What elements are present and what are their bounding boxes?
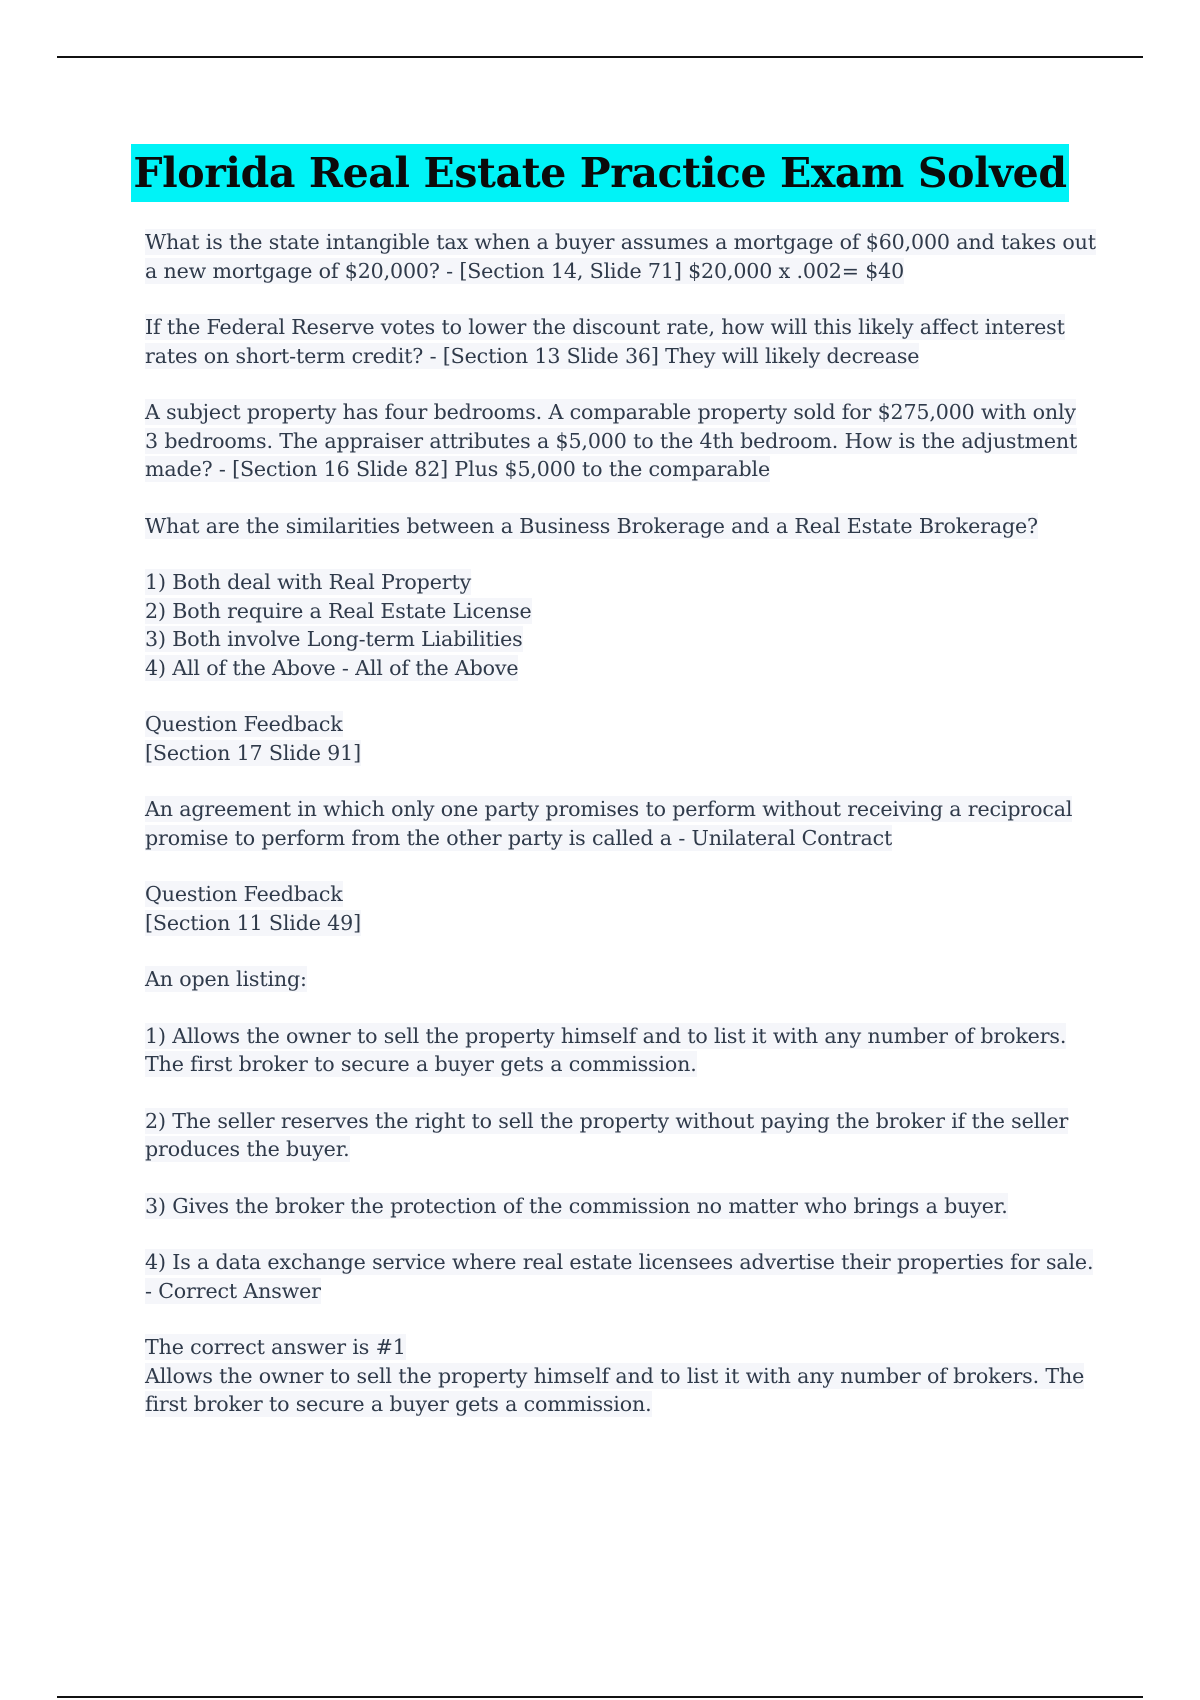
text-line-content: 3 bedrooms. The appraiser attributes a $5,000 to the 4th bedroom. How is the adjustment — [145, 428, 1078, 453]
text-line-content: 1) Both deal with Real Property — [145, 570, 472, 594]
text-line — [145, 257, 1085, 286]
text-line — [145, 1050, 1085, 1079]
paragraph — [145, 795, 1085, 852]
text-line-content: Allows the owner to sell the property himself and to list it with any number of brokers. The — [145, 1363, 1085, 1388]
text-line — [145, 1022, 1085, 1051]
text-line — [145, 1248, 1094, 1277]
text-line-content: 4) Is a data exchange service where real estate licensees advertise their properties for sale. — [145, 1250, 1094, 1274]
text-line — [145, 1135, 1085, 1164]
text-line — [145, 795, 1085, 824]
text-line-content: 2) Both require a Real Estate License — [145, 598, 532, 623]
text-line — [145, 512, 1085, 541]
paragraph — [145, 228, 1096, 285]
text-line — [145, 965, 1085, 994]
text-line — [145, 654, 1085, 683]
paragraph — [145, 1248, 1094, 1305]
text-line-content: Question Feedback — [145, 712, 343, 736]
text-line-content: What is the state intangible tax when a buyer assumes a mortgage of $60,000 and takes out — [145, 230, 1096, 254]
text-line-content: An agreement in which only one party promises to perform without receiving a reciprocal — [145, 797, 1073, 821]
text-line-content: rates on short-term credit? - [Section 13 Slide 36] They will likely decrease — [145, 343, 920, 368]
text-line — [145, 398, 1085, 427]
text-line-content: - Correct Answer — [145, 1278, 321, 1303]
paragraph — [145, 313, 1085, 370]
paragraph — [145, 1022, 1085, 1079]
text-line — [145, 1390, 1085, 1419]
document-body — [145, 228, 1096, 1447]
text-line-content: 3) Gives the broker the protection of the commission no matter who brings a buyer. — [145, 1193, 1008, 1218]
title-container — [0, 144, 1200, 202]
paragraph — [145, 512, 1085, 541]
paragraph — [145, 710, 1085, 767]
text-line — [145, 739, 1085, 768]
text-line — [145, 625, 1085, 654]
document-title: Florida Real Estate Practice Exam Solved — [131, 144, 1068, 202]
text-line-content: The correct answer is #1 — [145, 1335, 406, 1359]
text-line — [145, 1362, 1085, 1391]
paragraph — [145, 1333, 1085, 1419]
text-line — [145, 313, 1085, 342]
text-line-content: An open listing: — [145, 967, 307, 991]
text-line-content: What are the similarities between a Business Brokerage and a Real Estate Brokerage? — [145, 513, 1038, 538]
text-line — [145, 710, 1085, 739]
text-line — [145, 427, 1085, 456]
text-line-content: A subject property has four bedrooms. A comparable property sold for $275,000 with only — [145, 400, 1076, 424]
text-line-content: a new mortgage of $20,000? - [Section 14, Slide 71] $20,000 x .002= $40 — [145, 258, 905, 283]
text-line — [145, 228, 1096, 257]
text-line — [145, 824, 1085, 853]
text-line-content: 1) Allows the owner to sell the property himself and to list it with any number of brokers. — [145, 1023, 1067, 1048]
text-line — [145, 597, 1085, 626]
text-line-content: 2) The seller reserves the right to sell the property without paying the broker if the seller — [145, 1108, 1069, 1133]
text-line — [145, 880, 1085, 909]
text-line-content: made? - [Section 16 Slide 82] Plus $5,000 to the comparable — [145, 457, 771, 481]
paragraph — [145, 965, 1085, 994]
text-line — [145, 342, 1085, 371]
text-line — [145, 909, 1085, 938]
text-line — [145, 568, 1085, 597]
text-line-content: If the Federal Reserve votes to lower the discount rate, how will this likely affect interest — [145, 315, 1065, 339]
text-line-content: The first broker to secure a buyer gets a commission. — [145, 1052, 697, 1076]
text-line — [145, 1277, 1085, 1306]
top-rule — [57, 56, 1143, 58]
paragraph — [145, 398, 1085, 484]
text-line-content: Question Feedback — [145, 882, 343, 906]
text-line-content: produces the buyer. — [145, 1137, 350, 1161]
paragraph — [145, 1107, 1085, 1164]
text-line — [145, 1192, 1085, 1221]
text-line-content: promise to perform from the other party is called a - Unilateral Contract — [145, 825, 893, 850]
text-line — [145, 1333, 1085, 1362]
text-line-content: [Section 11 Slide 49] — [145, 910, 361, 935]
paragraph — [145, 568, 1085, 682]
text-line-content: 3) Both involve Long-term Liabilities — [145, 627, 523, 651]
text-line — [145, 455, 1085, 484]
text-line-content: first broker to secure a buyer gets a commission. — [145, 1392, 652, 1416]
paragraph — [145, 880, 1085, 937]
text-line-content: 4) All of the Above - All of the Above — [145, 655, 519, 680]
paragraph — [145, 1192, 1085, 1221]
text-line-content: [Section 17 Slide 91] — [145, 740, 361, 765]
text-line — [145, 1107, 1085, 1136]
bottom-rule — [57, 1696, 1143, 1698]
